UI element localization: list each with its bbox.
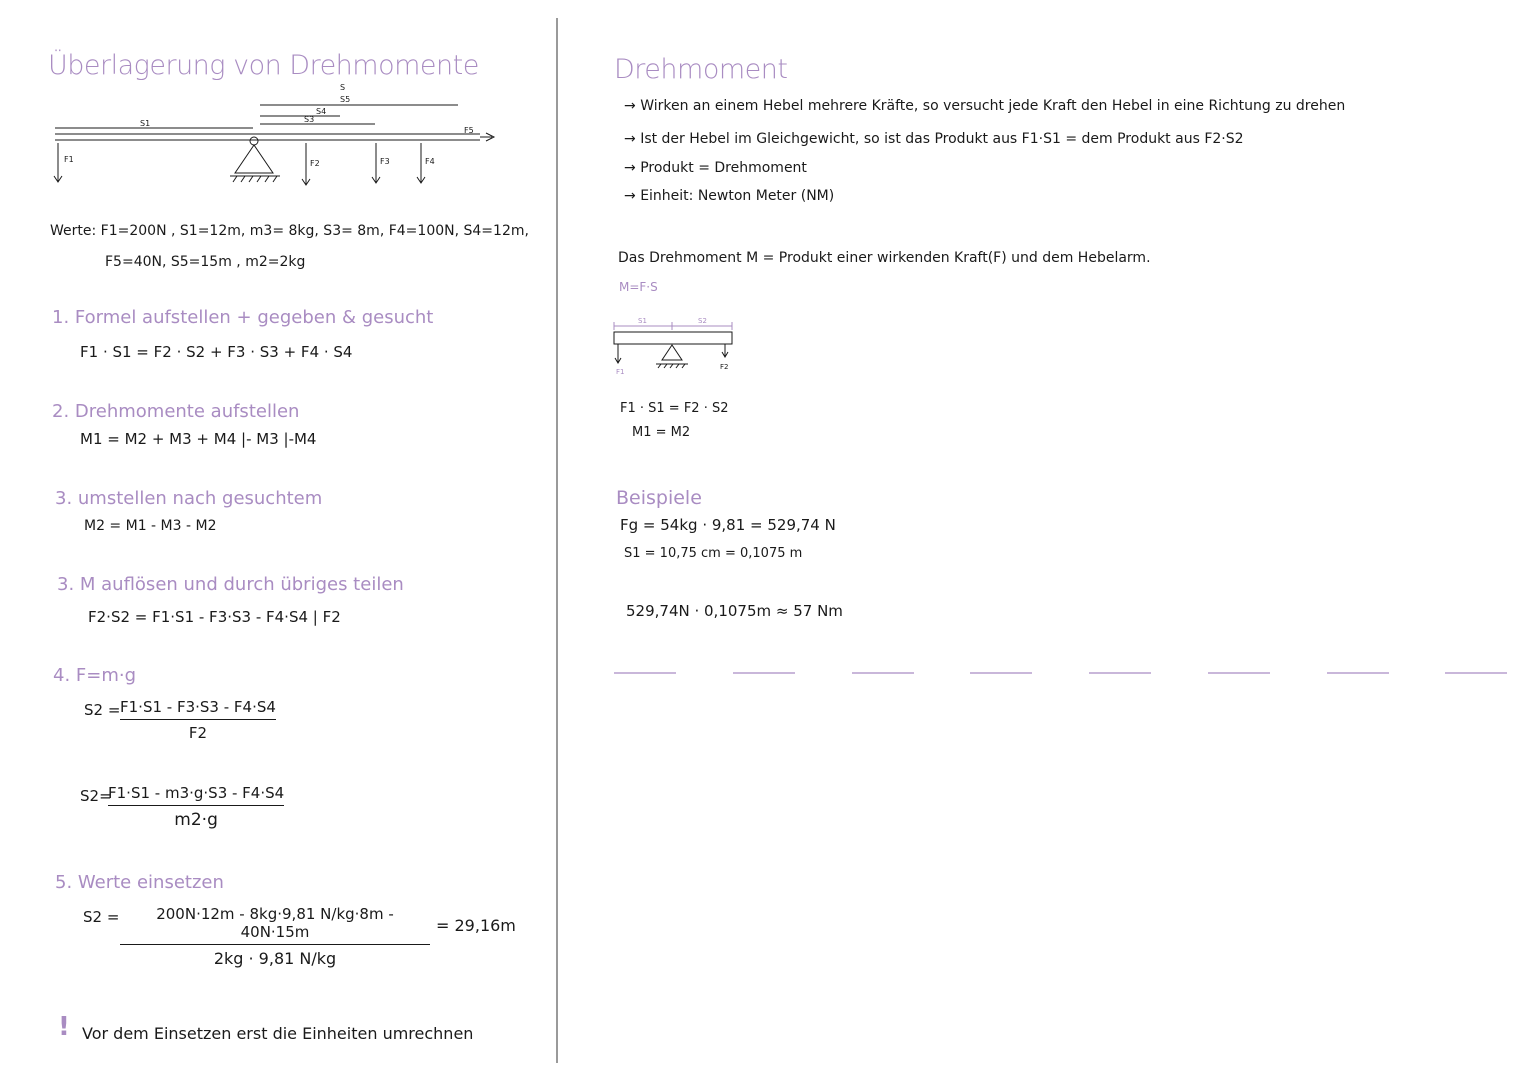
- step-4b-denominator: m2·g: [174, 810, 218, 830]
- examples-title: Beispiele: [616, 487, 702, 509]
- werte-line-2: F5=40N, S5=15m , m2=2kg: [105, 254, 306, 270]
- label-f4: F4: [425, 157, 435, 166]
- bullet-item: → Wirken an einem Hebel mehrere Kräfte, so versucht jede Kraft den Hebel in eine Richtung zu drehen: [624, 98, 1346, 114]
- bullet-text: Wirken an einem Hebel mehrere Kräfte, so versucht jede Kraft den Hebel in eine Richtung zu drehen: [640, 98, 1346, 114]
- label-s1: S1: [140, 119, 151, 128]
- divider-dash: [1208, 672, 1270, 674]
- step-3b-title: 3. M auflösen und durch übriges teilen: [57, 574, 404, 595]
- warning-text: Vor dem Einsetzen erst die Einheiten umrechnen: [82, 1024, 474, 1043]
- definition-formula: M=F·S: [619, 280, 658, 294]
- bullet-text: Produkt = Drehmoment: [640, 160, 807, 176]
- label-s4: S4: [316, 107, 327, 116]
- step-1-title: 1. Formel aufstellen + gegeben & gesucht: [52, 307, 434, 328]
- step-4b-fraction: [108, 784, 284, 830]
- step-4b-lhs: S2=: [80, 787, 112, 805]
- bullet-text: Einheit: Newton Meter (NM): [640, 188, 835, 204]
- label-f2: F2: [310, 159, 320, 168]
- equilibrium-equation: F1 · S1 = F2 · S2: [620, 401, 729, 416]
- definition-text: Das Drehmoment M = Produkt einer wirkenden Kraft(F) und dem Hebelarm.: [618, 250, 1151, 266]
- label-f3: F3: [380, 157, 390, 166]
- step-2-title: 2. Drehmomente aufstellen: [52, 401, 300, 422]
- page-divider: [556, 18, 558, 1063]
- step-4-numerator: F1·S1 - F3·S3 - F4·S4: [120, 698, 276, 720]
- step-4-fraction: [120, 698, 276, 742]
- small-label-f1: F1: [616, 368, 625, 376]
- label-f1: F1: [64, 155, 74, 164]
- moment-equation: M1 = M2: [632, 425, 691, 440]
- small-lever-diagram: [610, 312, 740, 382]
- step-4-title: 4. F=m·g: [53, 665, 137, 686]
- small-label-f2: F2: [720, 363, 729, 371]
- left-page-title: Überlagerung von Drehmomente: [48, 50, 479, 81]
- label-f5: F5: [464, 126, 474, 135]
- step-5-lhs: S2 =: [83, 908, 120, 926]
- divider-dash: [1327, 672, 1389, 674]
- bullet-item: → Produkt = Drehmoment: [624, 160, 807, 176]
- step-3-title: 3. umstellen nach gesuchtem: [55, 488, 323, 509]
- divider-dash: [852, 672, 914, 674]
- label-s5: S5: [340, 95, 351, 104]
- warning-icon: !: [58, 1012, 70, 1042]
- step-1-formula: F1 · S1 = F2 · S2 + F3 · S3 + F4 · S4: [80, 343, 353, 361]
- divider-dash: [970, 672, 1032, 674]
- step-4-lhs: S2 =: [84, 701, 121, 719]
- divider-dash: [1445, 672, 1507, 674]
- small-label-s1: S1: [638, 317, 647, 325]
- step-3-formula: M2 = M1 - M3 - M2: [84, 518, 217, 534]
- step-4-denominator: F2: [188, 724, 208, 742]
- step-3b-formula: F2·S2 = F1·S1 - F3·S3 - F4·S4 | F2: [88, 608, 341, 626]
- example-line-2: S1 = 10,75 cm = 0,1075 m: [624, 546, 803, 561]
- divider-dash: [733, 672, 795, 674]
- bullet-item: → Ist der Hebel im Gleichgewicht, so ist das Produkt aus F1·S1 = dem Produkt aus F2·S2: [624, 131, 1244, 147]
- step-2-formula: M1 = M2 + M3 + M4 |- M3 |-M4: [80, 430, 317, 448]
- step-4b-numerator: F1·S1 - m3·g·S3 - F4·S4: [108, 784, 284, 806]
- example-line-1: Fg = 54kg · 9,81 = 529,74 N: [620, 516, 836, 534]
- bullet-item: → Einheit: Newton Meter (NM): [624, 188, 835, 204]
- lever-diagram: [40, 78, 510, 188]
- divider-dash: [614, 672, 676, 674]
- step-5-result: = 29,16m: [436, 916, 516, 935]
- divider-dash: [1089, 672, 1151, 674]
- label-s3: S3: [304, 115, 315, 124]
- bullet-text: Ist der Hebel im Gleichgewicht, so ist das Produkt aus F1·S1 = dem Produkt aus F2·S2: [640, 131, 1244, 147]
- example-line-3: 529,74N · 0,1075m ≈ 57 Nm: [626, 602, 843, 620]
- step-5-denominator: 2kg · 9,81 N/kg: [213, 949, 337, 968]
- step-5-numerator: 200N·12m - 8kg·9,81 N/kg·8m - 40N·15m: [120, 905, 430, 945]
- werte-line-1: Werte: F1=200N , S1=12m, m3= 8kg, S3= 8m, F4=100N, S4=12m,: [50, 223, 529, 239]
- right-page-title: Drehmoment: [614, 54, 788, 85]
- s-label: S: [340, 83, 346, 92]
- small-label-s2: S2: [698, 317, 707, 325]
- step-5-fraction: [120, 905, 430, 968]
- step-5-title: 5. Werte einsetzen: [55, 872, 224, 893]
